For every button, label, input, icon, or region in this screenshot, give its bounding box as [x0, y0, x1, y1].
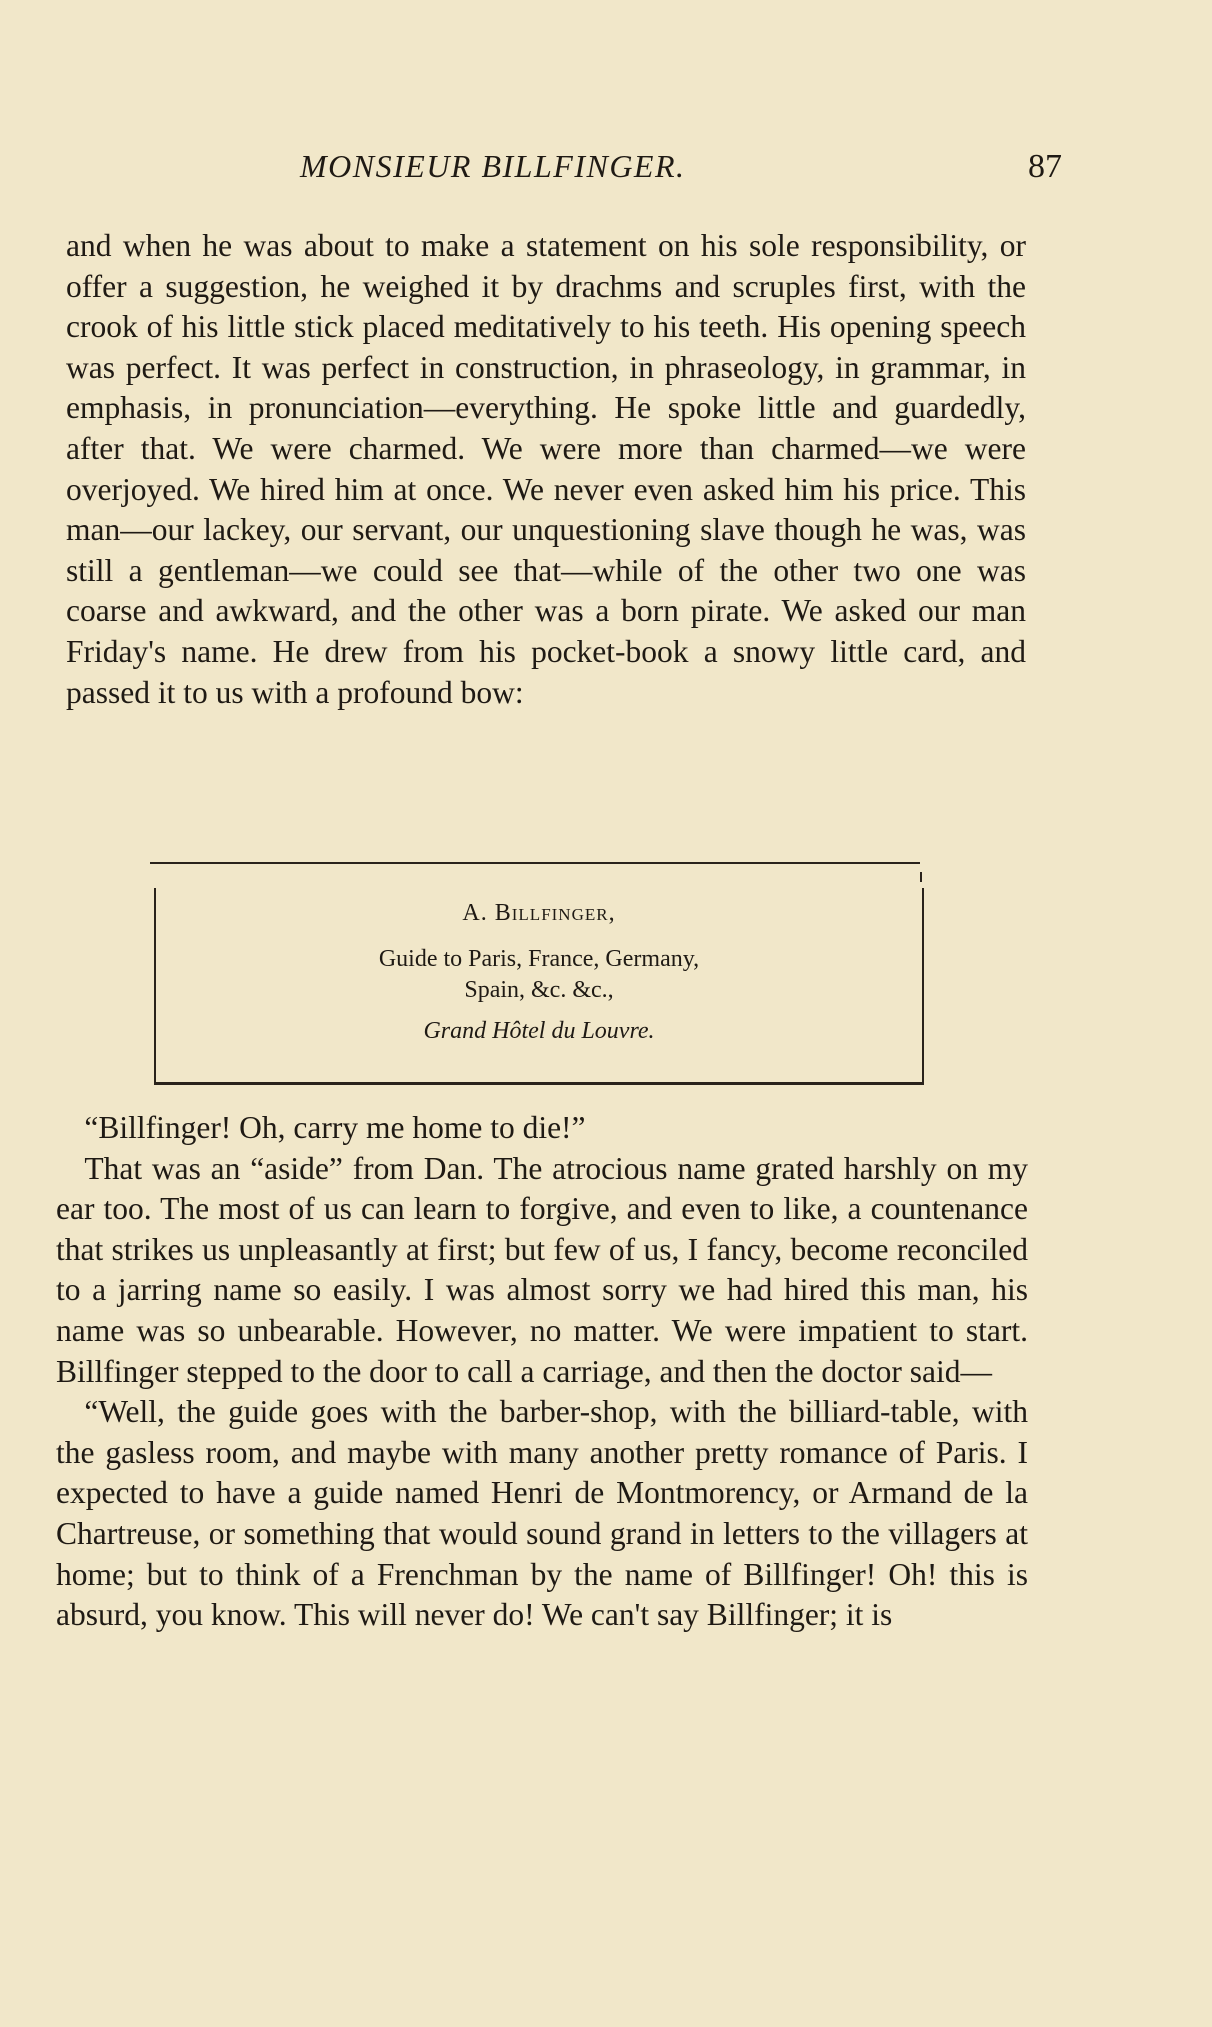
card-line-1: Guide to Paris, France, Germany, — [378, 946, 700, 972]
card-name — [156, 900, 922, 927]
page-number: 87 — [1028, 148, 1062, 185]
paragraph: “Billfinger! Oh, carry me home to die!” — [84, 1110, 586, 1145]
calling-card — [154, 888, 924, 1085]
card-name-surname: Billfinger, — [494, 900, 616, 926]
card-line-2: Spain, &c. &c., — [464, 977, 614, 1003]
paragraph: That was an “aside” from Dan. The atrocious name grated harshly on my ear too. The most of us can learn to forgive, and even to like, a countenance that strikes us unpleasantly at first; but few of us, I fancy, become reconciled to a jarring name so easily. I was almost sorry we had hired this man, his name was so unbearable. However, no matter. We were impatient to start. Billfinger stepped to the door to call a carriage, and then the doctor said— — [56, 1150, 1028, 1389]
card-corner-mark — [920, 872, 922, 882]
body-text-top — [66, 226, 1026, 713]
card-line-3: Grand Hôtel du Louvre. — [423, 1018, 655, 1044]
paragraph: and when he was about to make a statement on his sole responsibility, or offer a suggestion, he weighed it by drachms and scruples first, with the crook of his little stick placed meditatively to his teeth. His opening speech was perfect. It was perfect in construction, in phraseology, in grammar, in emphasis, in pronunciation—everything. He spoke little and guardedly, after that. We were charmed. We were more than charmed—we were overjoyed. We hired him at once. We never even asked him his price. This man—our lackey, our servant, our unquestioning slave though he was, was still a gentleman—we could see that—while of the other two one was coarse and awkward, and the other was a born pirate. We asked our man Friday's name. He drew from his pocket-book a snowy little card, and passed it to us with a profound bow: — [66, 228, 1026, 710]
paragraph: “Well, the guide goes with the barber-shop, with the billiard-table, with the gasless room, and maybe with many another pretty romance of Paris. I expected to have a guide named Henri de Montmorency, or Armand de la Chartreuse, or something that would sound grand in letters to the villagers at home; but to think of a Frenchman by the name of Billfinger! Oh! this is absurd, you know. This will never do! We can't say Billfinger; it is — [56, 1394, 1028, 1633]
chapter-title: MONSIEUR BILLFINGER. — [300, 148, 686, 184]
card-name-initial: A. — [462, 900, 488, 926]
card-top-rule — [150, 862, 920, 864]
running-head — [290, 148, 1062, 186]
body-text-bottom — [56, 1108, 1028, 1636]
